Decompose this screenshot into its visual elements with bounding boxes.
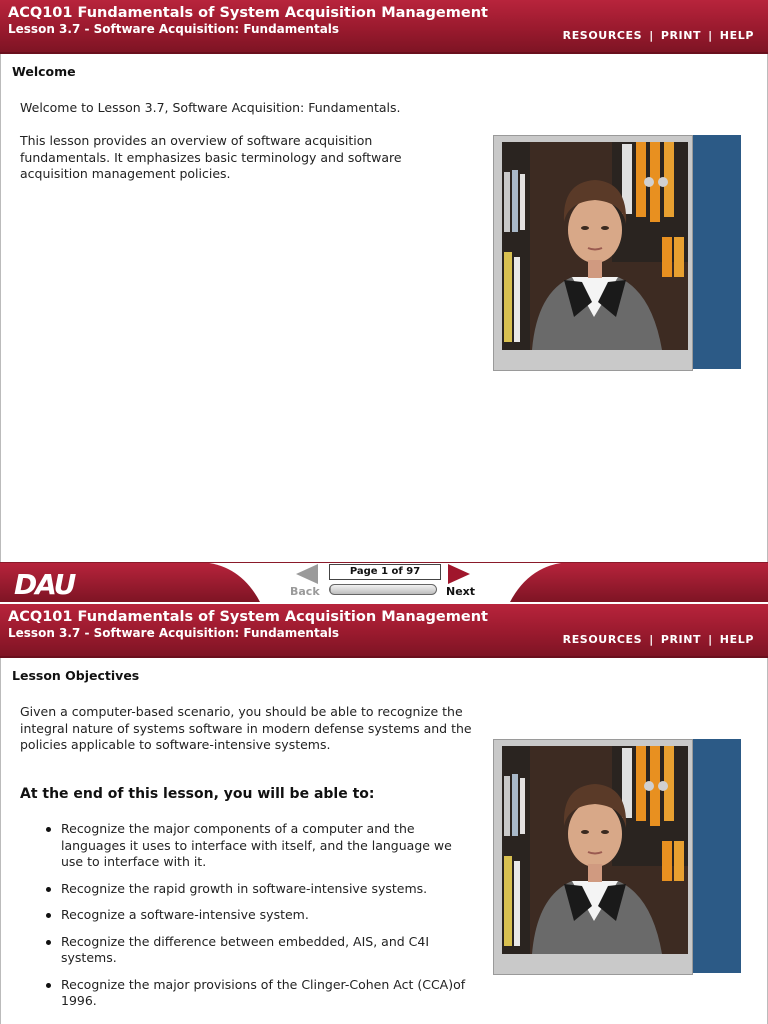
section-title: Welcome bbox=[12, 64, 76, 79]
progress-bar bbox=[329, 584, 437, 595]
nav-separator: | bbox=[649, 29, 654, 42]
instructor-photo bbox=[502, 746, 688, 954]
footer-navigation bbox=[0, 562, 768, 602]
help-link[interactable]: HELP bbox=[719, 29, 754, 42]
list-item: Recognize the rapid growth in software-intensive systems. bbox=[41, 881, 471, 898]
next-button[interactable] bbox=[444, 564, 484, 600]
lesson-title: Lesson 3.7 - Software Acquisition: Fundamentals bbox=[8, 22, 340, 36]
back-button[interactable] bbox=[290, 564, 324, 600]
nav-separator: | bbox=[708, 633, 713, 646]
content-panel-objectives bbox=[0, 658, 768, 1024]
nav-separator: | bbox=[649, 633, 654, 646]
section-title: Lesson Objectives bbox=[12, 668, 140, 683]
photo-accent-bar bbox=[693, 135, 741, 369]
lesson-title: Lesson 3.7 - Software Acquisition: Fundamentals bbox=[8, 626, 340, 640]
page-indicator bbox=[329, 564, 441, 580]
next-arrow-icon bbox=[448, 564, 470, 584]
photo-border bbox=[493, 739, 693, 975]
page-current: 1 bbox=[381, 566, 389, 577]
instructor-photo bbox=[502, 142, 688, 350]
photo-accent-bar bbox=[693, 739, 741, 973]
instructor-photo-frame bbox=[493, 135, 741, 371]
header-top bbox=[0, 0, 768, 54]
objectives-list bbox=[41, 821, 471, 1020]
page-mid: of bbox=[388, 566, 407, 577]
list-item: Recognize the major provisions of the Clinger-Cohen Act (CCA)of 1996. bbox=[41, 977, 471, 1010]
progress-fill bbox=[330, 585, 331, 594]
objectives-heading: At the end of this lesson, you will be able to: bbox=[20, 786, 375, 802]
print-link[interactable]: PRINT bbox=[660, 633, 702, 646]
welcome-paragraph: Welcome to Lesson 3.7, Software Acquisition: Fundamentals. bbox=[20, 100, 401, 115]
list-item: Recognize the major components of a computer and the languages it uses to interface with itself, and the language we use to interface with it. bbox=[41, 821, 471, 871]
course-title: ACQ101 Fundamentals of System Acquisition Management bbox=[8, 5, 488, 21]
header-second bbox=[0, 604, 768, 658]
page-prefix: Page bbox=[349, 566, 382, 577]
overview-paragraph: This lesson provides an overview of software acquisition fundamentals. It emphasizes basic terminology and software acquisition management policies. bbox=[20, 133, 402, 181]
header-nav bbox=[563, 29, 754, 42]
resources-link[interactable]: RESOURCES bbox=[562, 29, 643, 42]
nav-separator: | bbox=[708, 29, 713, 42]
dau-logo: DAU bbox=[14, 568, 75, 601]
resources-link[interactable]: RESOURCES bbox=[562, 633, 643, 646]
header-nav bbox=[563, 633, 754, 646]
print-link[interactable]: PRINT bbox=[660, 29, 702, 42]
back-label: Back bbox=[290, 585, 320, 598]
list-item: Recognize a software-intensive system. bbox=[41, 907, 471, 924]
back-arrow-icon bbox=[296, 564, 318, 584]
instructor-photo-frame bbox=[493, 739, 741, 975]
course-title: ACQ101 Fundamentals of System Acquisition Management bbox=[8, 609, 488, 625]
objectives-intro: Given a computer-based scenario, you should be able to recognize the integral nature of systems software in modern defense systems and the policies applicable to software-intensive systems. bbox=[20, 704, 472, 752]
page-total: 97 bbox=[406, 566, 421, 577]
content-panel-welcome bbox=[0, 54, 768, 562]
next-label: Next bbox=[446, 585, 476, 598]
list-item: Recognize the difference between embedded, AIS, and C4I systems. bbox=[41, 934, 471, 967]
photo-border bbox=[493, 135, 693, 371]
help-link[interactable]: HELP bbox=[719, 633, 754, 646]
